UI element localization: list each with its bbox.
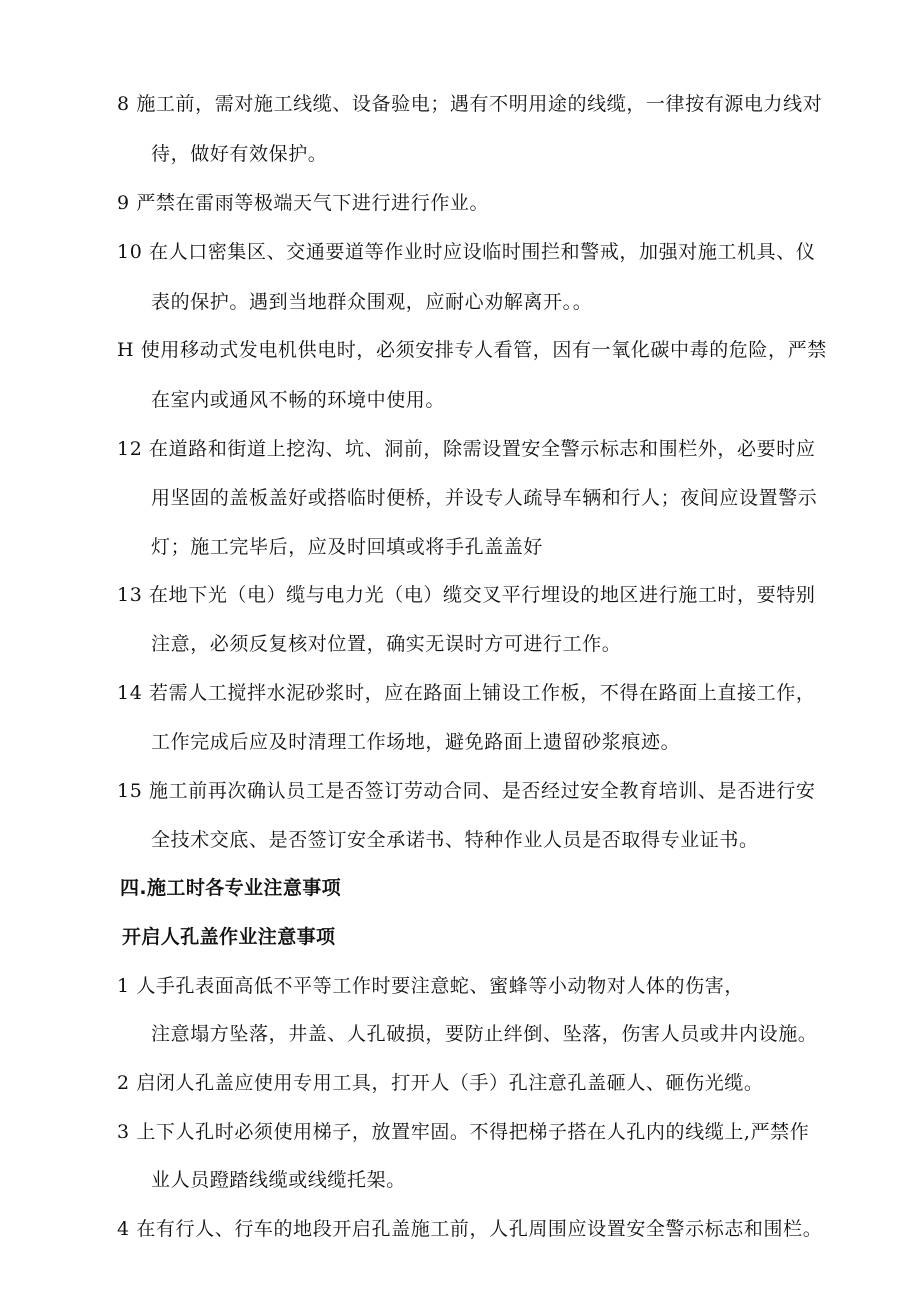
- bottom-item-1-line-2: 注意塌方坠落，井盖、人孔破损，要防止绊倒、坠落，伤害人员或井内设施。: [151, 1023, 818, 1045]
- bottom-item-2-line-1: 2 启闭人孔盖应使用专用工具，打开人（手）孔注意孔盖砸人、砸伤光缆。: [117, 1072, 764, 1094]
- bottom-item-3-line-2: 业人员蹬踏线缆或线缆托架。: [151, 1169, 406, 1191]
- item-15-line-2: 全技术交底、是否签订安全承诺书、特种作业人员是否取得专业证书。: [151, 829, 759, 851]
- item-12-line-2: 用坚固的盖板盖好或搭临时便桥，并设专人疏导车辆和行人；夜间应设置警示: [151, 487, 818, 509]
- bottom-item-3-line-1: 3 上下人孔时必须使用梯子，放置牢固。不得把梯子搭在人孔内的线缆上,严禁作: [117, 1121, 810, 1143]
- item-12-line-1: 12 在道路和街道上挖沟、坑、洞前，除需设置安全警示标志和围栏外，必要时应: [117, 438, 816, 460]
- item-10-line-2: 表的保护。遇到当地群众围观，应耐心劝解离开。。: [151, 291, 593, 313]
- sub-heading: 开启人孔盖作业注意事项: [122, 926, 336, 948]
- item-8-line-2: 待，做好有效保护。: [151, 143, 328, 165]
- item-10-line-1: 10 在人口密集区、交通要道等作业时应设临时围拦和警戒，加强对施工机具、仪: [117, 241, 816, 263]
- item-9-line-1: 9 严禁在雷雨等极端天气下进行进行作业。: [117, 192, 490, 214]
- item-13-line-2: 注意，必须反复核对位置，确实无误时方可进行工作。: [151, 633, 622, 655]
- item-14-line-1: 14 若需人工搅拌水泥砂浆时，应在路面上铺设工作板，不得在路面上直接工作，: [117, 682, 816, 704]
- item-15-line-1: 15 施工前再次确认员工是否签订劳动合同、是否经过安全教育培训、是否进行安: [117, 780, 816, 802]
- section-heading: 四.施工时各专业注意事项: [120, 877, 342, 899]
- item-11-line-2: 在室内或通风不畅的环境中使用。: [151, 389, 446, 411]
- item-14-line-2: 工作完成后应及时清理工作场地，避免路面上遗留砂浆痕迹。: [151, 731, 681, 753]
- item-12-line-3: 灯；施工完毕后，应及时回填或将手孔盖盖好: [151, 536, 544, 558]
- item-11-line-1: H 使用移动式发电机供电时，必须安排专人看管，因有一氧化碳中毒的危险，严禁: [117, 339, 827, 361]
- bottom-item-4-line-1: 4 在有行人、行车的地段开启孔盖施工前，人孔周围应设置安全警示标志和围栏。: [117, 1218, 823, 1240]
- item-8-line-1: 8 施工前，需对施工线缆、设备验电；遇有不明用途的线缆，一律按有源电力线对: [117, 93, 823, 115]
- bottom-item-1-line-1: 1 人手孔表面高低不平等工作时要注意蛇、蜜蜂等小动物对人体的伤害，: [117, 975, 744, 997]
- item-13-line-1: 13 在地下光（电）缆与电力光（电）缆交叉平行埋设的地区进行施工时，要特别: [117, 584, 816, 606]
